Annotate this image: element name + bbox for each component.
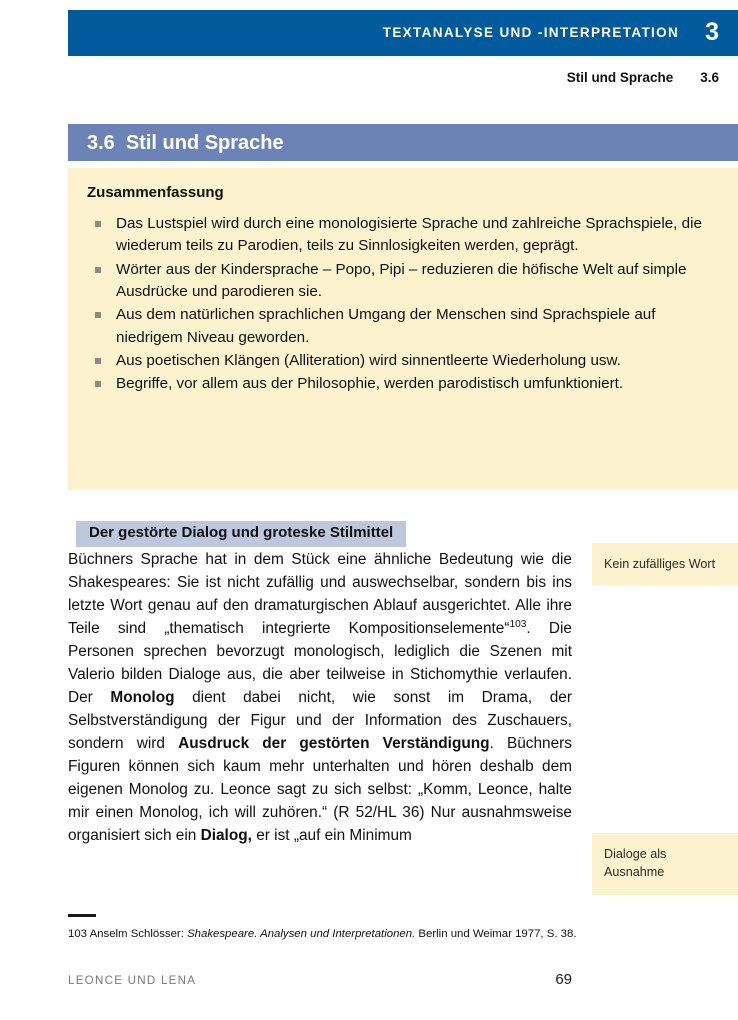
margin-note-2 [592,833,738,895]
summary-list-item-text: Aus dem natürlichen sprachlichen Umgang der Menschen sind Sprachspiele auf niedrigem Niveau geworden. [116,306,656,346]
summary-list-item [87,304,714,349]
subsection-heading-chip [76,521,406,547]
body-bold-term: Monolog [110,689,175,707]
running-head [68,68,738,88]
body-text-column [68,548,572,847]
section-title: Stil und Sprache [125,131,284,154]
chapter-number: 3 [705,17,719,46]
body-text-run: er ist „auf ein Minimum [251,827,412,845]
square-bullet-icon [95,358,101,364]
square-bullet-icon [95,267,101,273]
summary-list [87,213,714,396]
body-bold-term: Ausdruck der gestörten Verständigung [178,735,490,753]
margin-note-1 [592,543,738,586]
summary-list-item [87,259,714,304]
footnote [68,927,668,942]
summary-heading: Zusammenfassung [87,184,224,201]
running-head-label: Stil und Sprache [566,70,674,86]
margin-note-2-text: Dialoge als Ausnahme [604,847,667,880]
body-text-run: dient dabei nicht, wie sonst im Drama, der Selbstverständigung der Figur und der Information des Zuschauers, sondern wird [68,689,572,753]
footnote-author: Anselm Schlösser: [89,928,184,940]
square-bullet-icon [95,221,101,227]
summary-list-item-text: Begriffe, vor allem aus der Philosophie, werden parodistisch umfunktioniert. [116,375,624,393]
footnote-publication: Berlin und Weimar 1977, S. 38. [418,928,577,940]
footnote-separator-rule [68,914,96,917]
chapter-header-bar [68,10,738,56]
body-text-run: . Die Personen sprechen bevorzugt monologisch, lediglich die Szenen mit Valerio bilden Dialoge aus, die aber teilweise in Stichomythie verlaufen. Der [68,620,572,707]
body-text-run: Büchners Sprache hat in dem Stück eine ähnliche Bedeutung wie die Shakespeares: Sie ist nicht zufällig und auswechselbar, sondern bis ins letzte Wort genau auf den dramaturgischen Ablauf ausgerichtet. Alle ihre Teile sind „thematisch integrierte Kompositionselemente“ [68,551,572,638]
footer-page-number: 69 [555,971,572,988]
page-footer [68,971,572,988]
summary-list-item-text: Wörter aus der Kindersprache – Popo, Pipi – reduzieren die höfische Welt auf simple Ausdrücke und parodieren sie. [116,260,687,301]
margin-note-1-text: Kein zufälliges Wort [604,557,716,571]
section-number: 3.6 [87,131,115,154]
square-bullet-icon [95,312,101,318]
summary-list-item [87,373,714,395]
body-text-run: . Büchners Figuren können sich kaum mehr unterhalten und hören deshalb dem eigenen Monolog zu. Leonce sagt zu sich selbst: „Komm, Leonce, halte mir einen Monolog, ich will zuhören.“ (R 52/HL 36) Nur ausnahmsweise organisiert sich ein [68,735,572,845]
body-paragraph [68,548,572,847]
running-head-number: 3.6 [700,70,719,86]
summary-list-item-text: Das Lustspiel wird durch eine monologisierte Sprache und zahlreiche Sprachspiele, die wiederum teils zu Parodien, teils zu Sinnlosigkeiten werden, geprägt. [116,215,702,255]
footnote-title: Shakespeare. Analysen und Interpretationen. [187,928,416,940]
summary-list-item [87,213,714,258]
chapter-header-title: TEXTANALYSE UND -INTERPRETATION [382,25,680,41]
square-bullet-icon [95,381,101,387]
footnote-reference-marker: 103 [509,618,527,630]
footnote-number: 103 [68,928,88,940]
summary-list-item [87,350,714,372]
footer-work-title: LEONCE UND LENA [68,974,197,987]
body-bold-term: Dialog, [200,827,252,845]
section-title-band [68,124,738,161]
summary-box [68,168,738,490]
subsection-heading-text: Der gestörte Dialog und groteske Stilmittel [89,524,394,541]
summary-list-item-text: Aus poetischen Klängen (Alliteration) wird sinnentleerte Wiederholung usw. [116,352,621,370]
